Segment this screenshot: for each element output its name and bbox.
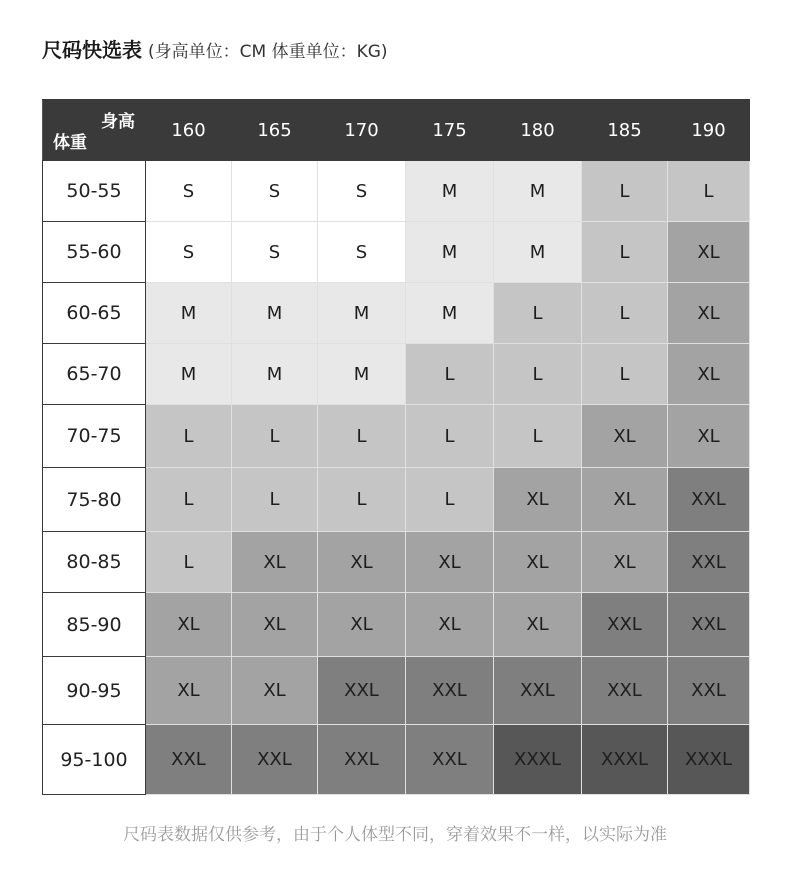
size-cell: XXL	[232, 725, 318, 795]
title-text: 尺码快选表	[42, 38, 142, 62]
size-cell: L	[582, 161, 668, 222]
size-cell: XL	[668, 222, 750, 283]
size-cell: XL	[668, 283, 750, 344]
size-cell: XXXL	[582, 725, 668, 795]
size-cell: S	[232, 161, 318, 222]
weight-label: 80-85	[43, 532, 146, 593]
weight-label: 50-55	[43, 161, 146, 222]
table-row	[43, 283, 750, 344]
weight-label: 60-65	[43, 283, 146, 344]
unit-subtitle: (身高单位：CM 体重单位：KG)	[148, 42, 388, 62]
size-cell: XL	[494, 532, 582, 593]
size-cell: L	[318, 405, 406, 468]
size-cell: XXL	[582, 657, 668, 725]
size-cell: XL	[232, 657, 318, 725]
weight-label: 55-60	[43, 222, 146, 283]
size-cell: S	[146, 222, 232, 283]
size-cell: L	[318, 468, 406, 532]
size-cell: XL	[668, 344, 750, 405]
table-row	[43, 532, 750, 593]
size-cell: S	[232, 222, 318, 283]
size-cell: XL	[318, 593, 406, 657]
size-cell: L	[232, 405, 318, 468]
size-cell: M	[318, 344, 406, 405]
size-cell: XL	[318, 532, 406, 593]
size-cell: L	[406, 405, 494, 468]
size-cell: XL	[494, 468, 582, 532]
height-header-160: 160	[146, 100, 232, 161]
size-cell: M	[232, 283, 318, 344]
size-cell: XL	[668, 405, 750, 468]
size-cell: XXL	[668, 657, 750, 725]
height-header-185: 185	[582, 100, 668, 161]
height-header-190: 190	[668, 100, 750, 161]
size-cell: XL	[146, 657, 232, 725]
height-header-165: 165	[232, 100, 318, 161]
size-cell: L	[494, 283, 582, 344]
size-cell: XL	[146, 593, 232, 657]
size-cell: M	[494, 222, 582, 283]
size-cell: L	[494, 405, 582, 468]
size-chart-body	[43, 161, 750, 795]
size-cell: M	[146, 344, 232, 405]
size-cell: XXL	[668, 532, 750, 593]
table-row	[43, 593, 750, 657]
size-cell: M	[406, 222, 494, 283]
size-cell: XXL	[582, 593, 668, 657]
size-cell: XXL	[668, 468, 750, 532]
weight-label: 95-100	[43, 725, 146, 795]
size-cell: XL	[582, 468, 668, 532]
size-cell: L	[146, 532, 232, 593]
height-header-170: 170	[318, 100, 406, 161]
height-header-180: 180	[494, 100, 582, 161]
page-title	[42, 34, 388, 63]
size-cell: L	[406, 344, 494, 405]
table-row	[43, 405, 750, 468]
size-cell: M	[406, 283, 494, 344]
weight-label: 75-80	[43, 468, 146, 532]
size-cell: XXXL	[668, 725, 750, 795]
size-cell: XXL	[494, 657, 582, 725]
size-cell: M	[406, 161, 494, 222]
size-cell: XL	[232, 593, 318, 657]
height-axis-label: 身高	[101, 112, 135, 132]
size-cell: XL	[494, 593, 582, 657]
weight-label: 85-90	[43, 593, 146, 657]
weight-label: 70-75	[43, 405, 146, 468]
size-chart-table	[42, 99, 750, 795]
size-cell: L	[582, 344, 668, 405]
table-row	[43, 657, 750, 725]
size-cell: L	[668, 161, 750, 222]
table-row	[43, 468, 750, 532]
size-cell: L	[582, 283, 668, 344]
height-header-row	[43, 100, 750, 161]
size-cell: L	[146, 468, 232, 532]
size-cell: XXXL	[494, 725, 582, 795]
table-row	[43, 344, 750, 405]
weight-axis-label: 体重	[53, 133, 87, 153]
size-cell: XL	[406, 532, 494, 593]
corner-header	[43, 100, 146, 161]
size-cell: XXL	[406, 725, 494, 795]
size-cell: XL	[406, 593, 494, 657]
size-cell: S	[318, 222, 406, 283]
size-cell: XL	[232, 532, 318, 593]
size-cell: M	[494, 161, 582, 222]
size-cell: XL	[582, 405, 668, 468]
size-cell: XL	[582, 532, 668, 593]
size-cell: XXL	[406, 657, 494, 725]
size-cell: L	[146, 405, 232, 468]
size-cell: S	[146, 161, 232, 222]
table-row	[43, 725, 750, 795]
height-header-175: 175	[406, 100, 494, 161]
table-row	[43, 161, 750, 222]
size-cell: XXL	[318, 725, 406, 795]
size-cell: XXL	[318, 657, 406, 725]
size-cell: M	[318, 283, 406, 344]
size-cell: M	[232, 344, 318, 405]
size-cell: L	[406, 468, 494, 532]
table-row	[43, 222, 750, 283]
size-cell: XXL	[146, 725, 232, 795]
disclaimer-note: 尺码表数据仅供参考，由于个人体型不同，穿着效果不一样，以实际为准	[123, 825, 667, 845]
size-cell: L	[232, 468, 318, 532]
size-cell: L	[494, 344, 582, 405]
weight-label: 65-70	[43, 344, 146, 405]
size-cell: S	[318, 161, 406, 222]
size-cell: M	[146, 283, 232, 344]
size-cell: L	[582, 222, 668, 283]
size-cell: XXL	[668, 593, 750, 657]
weight-label: 90-95	[43, 657, 146, 725]
